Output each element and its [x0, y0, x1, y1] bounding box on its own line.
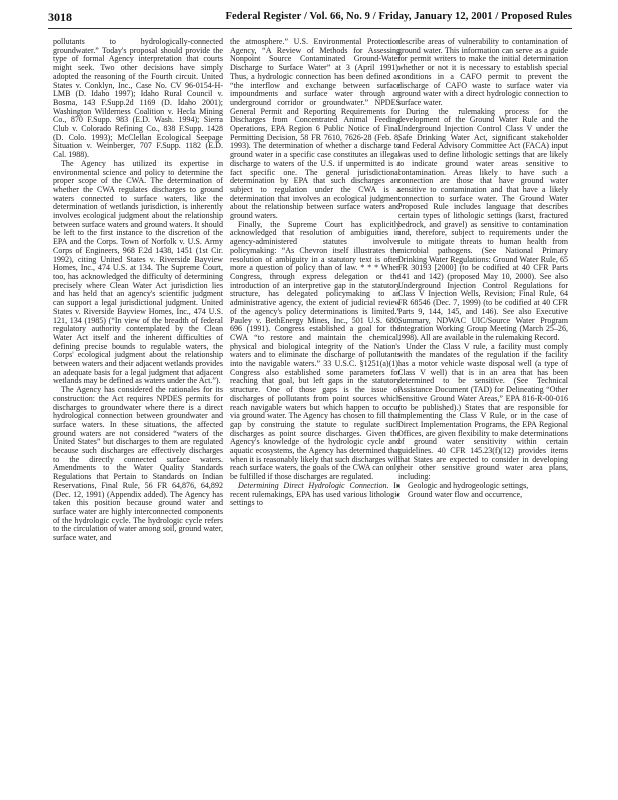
page-number: 3018: [48, 10, 72, 24]
paragraph: Under the Class V rule, a facility must comply with the mandates of the regulation if the facility has a motor vehicle waste disposal well (a type of Class V well) that is in an area that has been determined to be sensitive. (See Technical Assistance Document (TAD) for Delineating “Other Sensitive Ground Water Areas,” EPA 816-R-00-016 (to be published).) States that are responsible for implementing the Class V Rule, or in the case of Direct Implementation Programs, the EPA Regional Offices, are given flexibility to make determinations of ground water sensitivity within certain guidelines. 40 CFR 145.23(f)(12) provides items that States are expected to consider in developing their other sensitive ground water area plans, including:: [398, 341, 568, 482]
paragraph: pollutants to hydrologically-connected groundwater.” Today's proposal should provide the type of formal Agency interpretation that courts might seek. Two other decisions have simply adopted the reasoning of the Fourth circuit. United States v. Conklyn, Inc., Case No. CV 96-0154-H-LMB (D. Idaho 1997); Idaho Rural Council v. Bosma, 143 F.Supp.2d 1169 (D. Idaho 2001); Washington Wilderness Coalition v. Hecla Mining Co., 870 F.Supp. 983 (E.D. Wash. 1994); Sierra Club v. Colorado Refining Co., 838 F.Supp. 1428 (D. Colo. 1993); McClellan Ecological Seepage Situation v. Weinberger, 707 F.Supp. 1182 (E.D. Cal. 1988).: [53, 37, 223, 160]
list-item: • Geologic and hydrogeologic settings,: [408, 482, 568, 491]
paragraph: The Agency has utilized its expertise in environmental science and policy to determine the proper scope of the CWA. The determination of whether the CWA regulates discharges to ground waters connected to surface waters, like the determination of wetlands jurisdiction, is inherently involves ecological judgment about the relationship between surface waters and ground waters. It should be left to the first instance to the discretion of the EPA and the Corps. Town of Norfolk v. U.S. Army Corps of Engineers, 968 F.2d 1438, 1451 (1st Cir. 1992), citing United States v. Riverside Bayview Homes, Inc., 474 U.S. at 134. The Supreme Court, too, has acknowledged the difficulty of determining precisely where Clean Water Act jurisdiction lies and has held that an agency's scientific judgment can support a legal jurisdictional judgment. United States v. Riverside Bayview Homes, Inc., 474 U.S. 121, 134 (1985) (“In view of the breadth of federal regulatory authority contemplated by the Clean Water Act itself and the inherent difficulties of defining precise bounds to regulable waters, the Corps' ecological judgment about the relationship between waters and their adjacent wetlands provides an adequate basis for a legal judgment that adjacent wetlands may be defined as waters under the Act.”).: [53, 158, 223, 386]
paragraph: the atmosphere.” U.S. Environmental Protection Agency, “A Review of Methods for Assessing Nonpoint Source Contaminated Ground-Water Discharge to Surface Water” at 3 (April 1991). Thus, a hydrologic connection has been defined as “the interflow and exchange between surface impoundments and surface water through an underground corridor or groundwater.” NPDES General Permit and Reporting Requirements for Discharges from Concentrated Animal Feeding Operations, EPA Region 6 Public Notice of Final Permitting Decision, 58 FR 7610, 7626-28 (Feb. 8, 1993). The determination of whether a discharge to ground water in a specific case constitutes an illegal discharge to waters of the U.S. if unpermitted is a fact specific one. The general jurisdictional determination by EPA that such discharges are subject to regulation under the CWA is a determination that involves an ecological judgment about the relationship between surface waters and ground waters.: [230, 37, 400, 221]
masthead: Federal Register / Vol. 66, No. 9 / Friday, January 12, 2001 / Proposed Rules: [225, 11, 572, 22]
paragraph: describe areas of vulnerability to contamination of ground water. This information can serve as a guide for permit writers to make the initial determination whether or not it is necessary to establish special conditions in a CAFO permit to prevent the discharge of CAFO waste to surface water via ground water with a direct hydrologic connection to surface water.: [398, 37, 568, 107]
subhead-text: In recent rulemakings, EPA has used various lithologic settings to: [230, 480, 401, 508]
bullet-list: [398, 482, 568, 499]
column-2: [230, 38, 400, 508]
list-item: • Ground water flow and occurrence,: [408, 491, 568, 500]
column-1: [53, 38, 223, 543]
column-3: [398, 38, 568, 499]
subhead: Determining Direct Hydrologic Connection.: [238, 480, 389, 490]
paragraph-subhead: [230, 482, 400, 508]
paragraph: During the rulemaking process for the development of the Ground Water Rule and the Underground Injection Control Class V under the Safe Drinking Water Act, significant stakeholder and Federal Advisory Committee Act (FACA) input was used to define lithologic settings that are likely to indicate ground water areas sensitive to contamination. Areas likely to have such a connection are those that have ground water sensitive to contamination and that have a likely connection to surface water. The Ground Water Proposed Rule includes language that describes certain types of lithologic settings (karst, fractured bedrock, and gravel) as sensitive to contamination and, therefore, subject to requirements under the rule to mitigate threats to human health from microbial pathogens. (See National Primary Drinking Water Regulations: Ground Water Rule, 65 FR 30193 [2000] (to be codified at 40 CFR Parts 141 and 142) (proposed May 10, 2000). See also Underground Injection Control Regulations for Class V Injection Wells, Revision; Final Rule, 64 FR 68546 (Dec. 7, 1999) (to be codified at 40 CFR Parts 9, 144, 145, and 146). See also Executive Summary, NDWAC UIC/Source Water Program Integration Working Group Meeting (March 25–26, 1998). All are available in the rulemaking Record.: [398, 106, 568, 342]
paragraph: Finally, the Supreme Court has explicitly acknowledged that resolution of ambiguities in agency-administered statutes involves policymaking: “As Chevron itself illustrates the resolution of ambiguity in a statutory text is often more a question of policy than of law. * * * When Congress, through express delegation or the introduction of an interpretive gap in the statutory structure, has delegated policymaking to an administrative agency, the extent of judicial review of the agency's policy determinations is limited.” Pauley v. BethEnergy Mines, Inc., 501 U.S. 680, 696 (1991). Congress established a goal for the CWA “to restore and maintain the chemical, physical and biological integrity of the Nation's waters and to eliminate the discharge of pollutants into the navigable waters.” 33 U.S.C. §1251(a)(1). Congress also established some parameters for reaching that goal, but left gaps in the statutory structure. One of those gaps is the issue of discharges of pollutants from point sources which reach navigable waters but which happen to occur via ground water. The Agency has chosen to fill that gap by construing the statute to regulate such discharges as point source discharges. Given the Agency's knowledge of the hydrologic cycle and aquatic ecosystems, the Agency has determined that when it is reasonably likely that such discharges will reach surface waters, the goals of the CWA can only be fulfilled if those discharges are regulated.: [230, 219, 400, 482]
paragraph: The Agency has considered the rationales for its construction: the Act requires NPDES permits for discharges to groundwater where there is a direct hydrological connection between groundwater and surface waters. In these situations, the affected ground waters are not considered “waters of the United States” but discharges to them are regulated because such discharges are effectively discharges to the directly connected surface waters. Amendments to the Water Quality Standards Regulations that Pertain to Standards on Indian Reservations, Final Rule, 56 FR 64,876, 64,892 (Dec. 12, 1991) (Appendix added). The Agency has taken this position because ground water and surface water are highly interconnected components of the hydrologic cycle. The hydrologic cycle refers to the circulation of water among soil, ground water, surface water, and: [53, 385, 223, 543]
header-rule: [48, 28, 572, 29]
page-header: [48, 10, 572, 28]
